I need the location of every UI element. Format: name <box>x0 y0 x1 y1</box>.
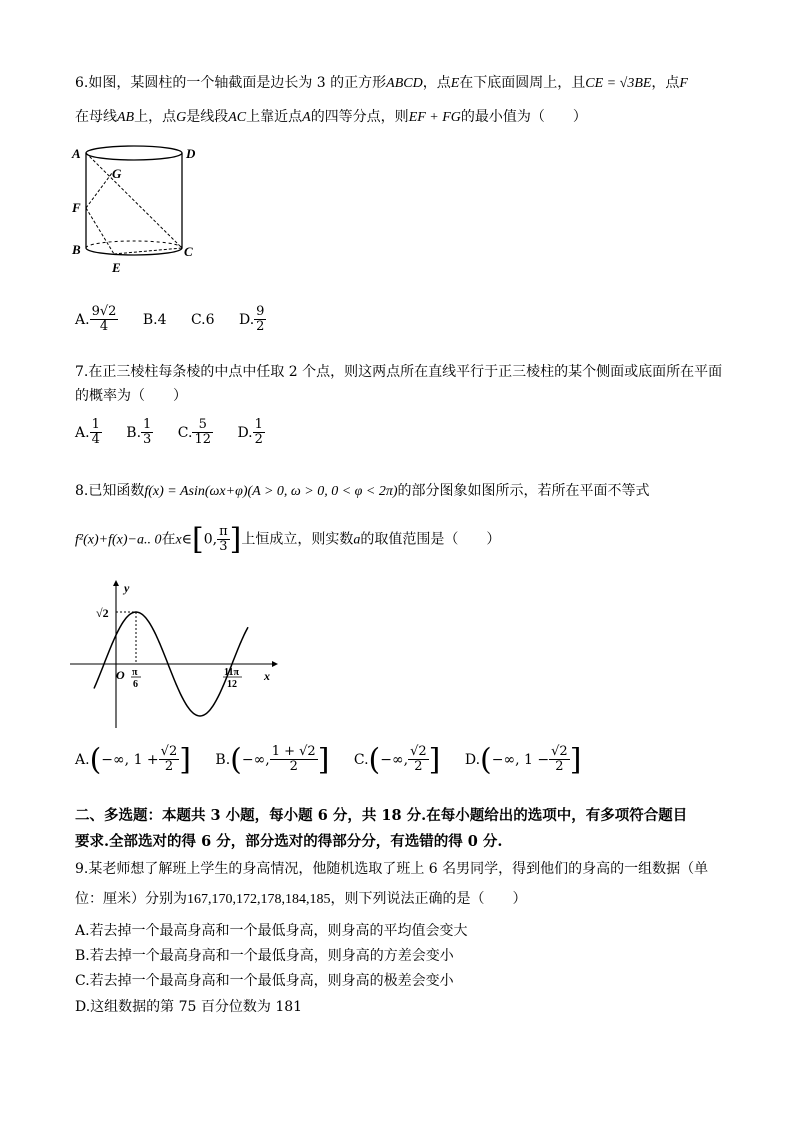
denominator: 2 <box>164 759 174 774</box>
fraction <box>254 305 266 335</box>
fraction <box>90 418 102 448</box>
q9-option-d: D.这组数据的第 75 百分位数为 181 <box>75 999 303 1015</box>
option-label: C. <box>353 751 369 768</box>
q9-line1: 9.某老师想了解班上学生的身高情况，他随机选取了班上 6 名男同学，得到他们的身高的一组数据（单 <box>75 861 709 877</box>
q8-line2 <box>75 522 500 557</box>
q6-option-b: B.4 <box>142 311 167 328</box>
q8-options <box>75 742 601 777</box>
fraction <box>253 418 265 448</box>
q6-text: 如图，某圆柱的一个轴截面是边长为 3 的正方形 <box>88 75 387 91</box>
option-label: D. <box>238 311 255 328</box>
numerator: 9√2 <box>91 304 117 319</box>
q9-line2 <box>75 888 527 908</box>
q8-text: 的部分图象如图所示，若所在平面不等式 <box>397 483 650 499</box>
q6-text: 上靠近点 <box>246 109 303 125</box>
q8-function-math: f(x) = Asin(ωx+φ)(A > 0, ω > 0, 0 < φ < 2π) <box>144 484 398 499</box>
q9-text: 位：厘米）分别为 <box>75 891 187 907</box>
option-label: C. <box>177 424 193 441</box>
q6-text: 在母线 <box>75 109 117 125</box>
q6-math: E <box>450 76 460 91</box>
left-bracket: [ <box>192 522 204 557</box>
right-bracket: ] <box>428 742 441 777</box>
fraction <box>159 745 180 775</box>
q7-option-c <box>177 417 213 448</box>
fraction <box>217 525 230 555</box>
q6-option-c: C.6 <box>190 311 215 328</box>
label-C: C <box>184 244 193 259</box>
sine-graph <box>70 578 280 733</box>
q8-text: 8.已知函数 <box>75 483 145 499</box>
denominator: 2 <box>414 759 423 774</box>
graph-x-tick1-den: 6 <box>133 679 138 690</box>
q6-option-d <box>238 304 266 335</box>
right-bracket: ] <box>317 742 330 777</box>
graph-y-tick-label: √2 <box>96 606 109 620</box>
q8-option-a <box>75 742 191 777</box>
q6-math: EF + FG <box>408 110 461 125</box>
interval-left: −∞, <box>380 751 409 768</box>
denominator: 12 <box>194 432 211 448</box>
q8-domain-math: x∈ <box>175 532 193 548</box>
q7-option-b <box>126 417 153 448</box>
q7-line2: 的概率为（ ） <box>75 388 187 404</box>
denominator: 3 <box>219 539 228 554</box>
q6-text: 在下底面圆周上，且 <box>459 75 586 91</box>
numerator: 1 <box>91 417 100 432</box>
q9-option-c: C.若去掉一个最高身高和一个最低身高，则身高的极差会变小 <box>75 973 454 989</box>
q6-text: 是线段 <box>186 109 229 125</box>
q6-math: AB <box>117 110 135 125</box>
q6-line1 <box>75 72 688 92</box>
label-E: E <box>112 260 121 275</box>
left-paren: ( <box>368 742 381 777</box>
denominator: 2 <box>254 432 263 448</box>
q7-options <box>75 418 285 448</box>
q6-math: AC <box>228 110 247 125</box>
q6-math: CE = √3BE <box>585 76 652 91</box>
label-D: D <box>186 146 196 161</box>
q9-text: ，则下列说法正确的是（ ） <box>330 891 527 907</box>
q6-math: A <box>302 110 311 125</box>
option-label: A. <box>75 751 90 768</box>
interval-left: −∞, 1 + <box>101 751 159 768</box>
option-label: B. <box>215 751 231 768</box>
label-B: B <box>72 242 81 257</box>
fraction <box>408 745 429 775</box>
q6-options <box>75 305 286 335</box>
label-G: G <box>112 166 122 181</box>
q6-text: 上，点 <box>134 109 177 125</box>
q9-data: 167,170,172,178,184,185 <box>187 892 331 907</box>
numerator: 1 + √2 <box>271 743 316 759</box>
right-bracket: ] <box>179 742 191 777</box>
option-label: A. <box>75 311 90 328</box>
denominator: 2 <box>256 319 265 335</box>
denominator: 4 <box>91 432 100 448</box>
cylinder-figure <box>70 140 210 280</box>
option-label: B. <box>126 424 142 441</box>
numerator: π <box>219 523 228 539</box>
q8-math: a <box>353 532 361 548</box>
q7-option-a <box>75 417 102 448</box>
left-paren: ( <box>480 742 492 777</box>
fraction <box>549 745 570 775</box>
left-paren: ( <box>230 742 242 777</box>
option-label: D. <box>464 751 481 768</box>
denominator: 4 <box>99 319 109 335</box>
fraction <box>141 418 153 448</box>
q6-text: 的最小值为（ ） <box>460 109 587 125</box>
section2-heading-line2: 要求.全部选对的得 6 分，部分选对的得部分分，有选错的得 0 分. <box>75 833 503 850</box>
numerator: 5 <box>192 418 213 433</box>
q8-inequality-math: f²(x)+f(x)−a.. 0 <box>75 532 162 548</box>
graph-x-label: x <box>264 669 270 683</box>
numerator: √2 <box>410 743 427 759</box>
numerator: √2 <box>160 743 178 759</box>
denominator: 2 <box>289 759 298 774</box>
q6-math: G <box>176 110 187 125</box>
graph-x-tick2-den: 12 <box>227 679 237 690</box>
q6-option-a <box>75 304 118 335</box>
q7-option-d <box>237 417 264 448</box>
interval-left: −∞, <box>241 751 270 768</box>
q8-text: 上恒成立，则实数 <box>241 531 354 548</box>
graph-x-tick1-num: π <box>132 667 138 678</box>
option-label: A. <box>75 424 90 441</box>
q8-option-b <box>215 742 330 777</box>
numerator: 9 <box>256 304 265 319</box>
section2-heading-line1: 二、多选题：本题共 3 小题，每小题 6 分，共 18 分.在每小题给出的选项中，有多项符合题目 <box>75 807 688 824</box>
q6-text: ，点 <box>651 75 680 91</box>
q8-line1 <box>75 480 650 500</box>
q8-option-c <box>353 742 441 777</box>
right-bracket: ] <box>229 522 242 557</box>
graph-x-tick2-num: 11π <box>224 667 239 678</box>
q8-text: 在 <box>161 531 176 548</box>
fraction <box>192 418 213 448</box>
label-A: A <box>72 146 81 161</box>
fraction <box>90 305 119 335</box>
option-label: D. <box>237 424 253 441</box>
denominator: 2 <box>555 759 564 774</box>
numerator: 1 <box>254 417 263 432</box>
graph-origin-label: O <box>116 668 125 682</box>
q6-text: 的四等分点，则 <box>310 109 409 125</box>
graph-y-label: y <box>124 581 130 595</box>
q6-math: ABCD <box>386 76 423 91</box>
numerator: 1 <box>143 417 152 432</box>
right-bracket: ] <box>569 742 582 777</box>
q6-number: 6. <box>75 75 89 91</box>
q6-math: F <box>679 76 688 91</box>
q6-line2 <box>75 106 587 126</box>
q6-text: ，点 <box>422 75 451 91</box>
q9-option-b: B.若去掉一个最高身高和一个最低身高，则身高的方差会变小 <box>75 948 454 964</box>
numerator: √2 <box>551 743 568 759</box>
q8-option-d <box>464 742 582 777</box>
q8-text: 的取值范围是（ ） <box>360 531 501 548</box>
interval-left: −∞, 1 − <box>491 751 550 768</box>
interval-left: 0, <box>203 531 218 548</box>
denominator: 3 <box>143 432 152 448</box>
q9-option-a: A.若去掉一个最高身高和一个最低身高，则身高的平均值会变大 <box>75 923 468 939</box>
q7-line1: 7.在正三棱柱每条棱的中点中任取 2 个点，则这两点所在直线平行于正三棱柱的某个侧面或底面所在平面 <box>75 364 723 380</box>
fraction <box>270 745 318 775</box>
label-F: F <box>72 200 81 215</box>
left-paren: ( <box>89 742 102 777</box>
